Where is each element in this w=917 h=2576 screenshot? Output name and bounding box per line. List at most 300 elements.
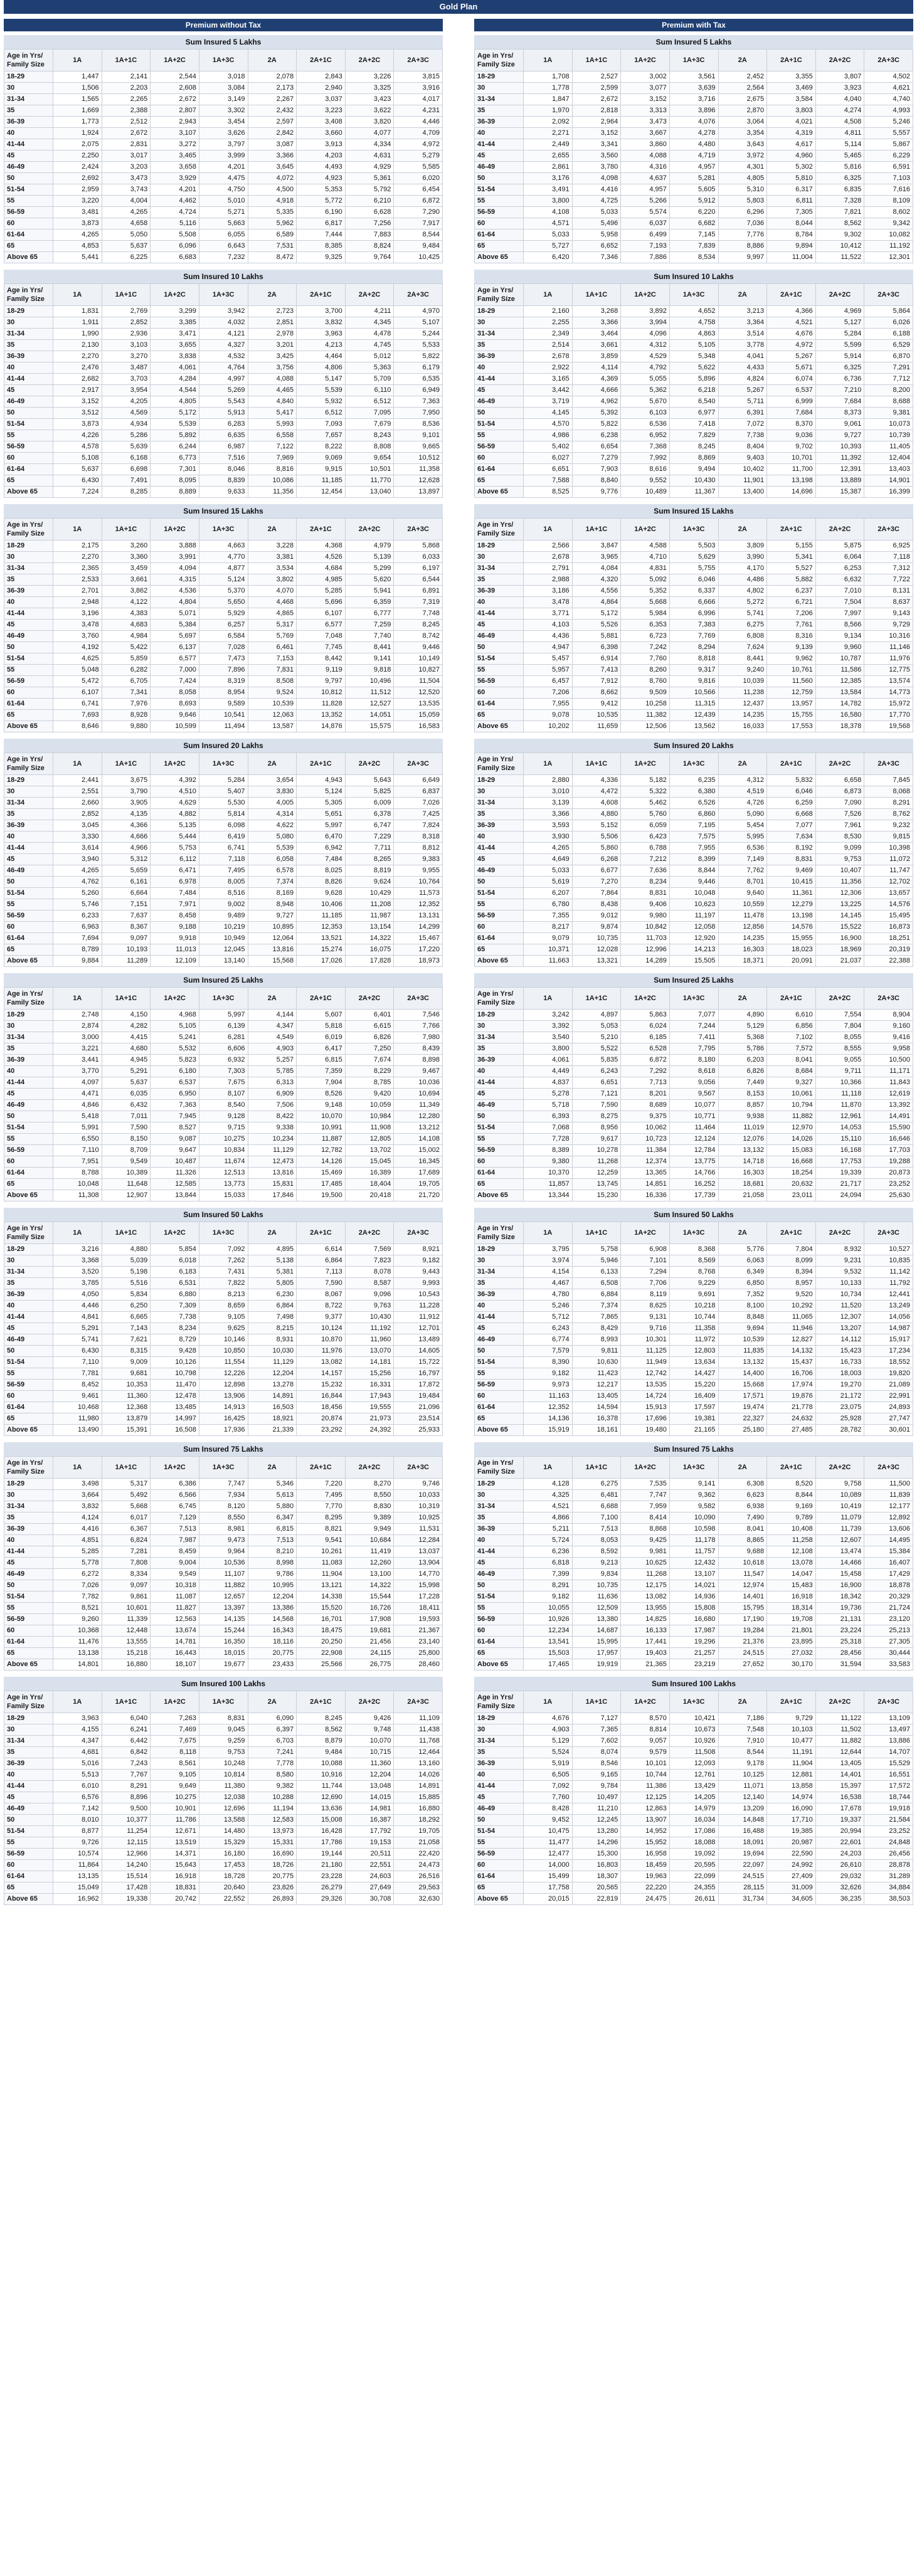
premium-cell: 3,756: [248, 362, 297, 374]
premium-cell: 4,265: [102, 207, 151, 218]
age-band-cell: 41-44: [4, 1312, 53, 1323]
premium-cell: 14,015: [345, 1792, 394, 1803]
premium-cell: 9,055: [815, 1055, 864, 1066]
premium-cell: 4,556: [572, 586, 621, 597]
table-row: [4, 1871, 443, 1882]
premium-cell: 9,425: [621, 1535, 670, 1546]
premium-cell: 4,366: [767, 306, 816, 317]
premium-cell: 1,506: [53, 83, 102, 94]
premium-cell: 4,792: [621, 362, 670, 374]
premium-cell: 7,513: [248, 1535, 297, 1546]
premium-cell: 27,032: [767, 1648, 816, 1659]
age-band-cell: 56-59: [4, 676, 53, 687]
premium-cell: 6,325: [815, 173, 864, 184]
premium-cell: 7,142: [53, 1803, 102, 1815]
premium-cell: 15,885: [394, 1792, 443, 1803]
premium-cell: 3,341: [572, 139, 621, 150]
premium-cell: 7,569: [345, 1244, 394, 1255]
table-row: [4, 1546, 443, 1558]
premium-cell: 10,489: [621, 487, 670, 498]
premium-block: [4, 1677, 443, 1905]
premium-cell: 5,124: [297, 786, 346, 798]
premium-cell: 3,481: [53, 207, 102, 218]
premium-cell: 11,289: [102, 956, 151, 967]
premium-cell: 3,360: [102, 552, 151, 563]
premium-cell: 6,268: [572, 854, 621, 865]
table-row: [475, 139, 913, 150]
premium-cell: 5,670: [621, 396, 670, 408]
table-row: [475, 1713, 913, 1724]
premium-cell: 5,506: [572, 831, 621, 843]
premium-cell: 4,478: [345, 329, 394, 340]
table-row: [475, 1156, 913, 1168]
premium-cell: 4,903: [248, 1043, 297, 1055]
premium-cell: 5,299: [345, 563, 394, 574]
age-band-cell: 45: [475, 385, 524, 396]
age-band-cell: 46-49: [475, 865, 524, 877]
age-band-cell: 56-59: [475, 1380, 524, 1391]
premium-cell: 3,498: [53, 1479, 102, 1490]
premium-cell: 6,024: [621, 1021, 670, 1032]
premium-cell: 8,819: [345, 865, 394, 877]
premium-cell: 4,666: [572, 385, 621, 396]
column-header: 1A+1C: [572, 988, 621, 1010]
premium-cell: 5,557: [864, 128, 913, 139]
premium-cell: 21,058: [394, 1837, 443, 1849]
premium-cell: 7,424: [151, 676, 199, 687]
column-header: 2A: [718, 1691, 767, 1713]
premium-cell: 4,416: [572, 184, 621, 196]
table-row: [475, 1524, 913, 1535]
premium-cell: 3,478: [524, 597, 573, 608]
premium-cell: 3,471: [151, 329, 199, 340]
premium-cell: 11,315: [669, 699, 718, 710]
premium-cell: 5,053: [572, 1021, 621, 1032]
premium-cell: 12,690: [297, 1792, 346, 1803]
premium-cell: 14,696: [767, 487, 816, 498]
premium-cell: 5,776: [718, 1244, 767, 1255]
premium-cell: 5,668: [621, 597, 670, 608]
premium-cell: 25,800: [394, 1648, 443, 1659]
column-header: 1A+1C: [102, 284, 151, 306]
column-header: 1A+2C: [621, 519, 670, 541]
age-band-cell: 60: [475, 1156, 524, 1168]
age-band-cell: 41-44: [4, 1546, 53, 1558]
premium-cell: 11,083: [297, 1558, 346, 1569]
premium-cell: 7,244: [669, 1021, 718, 1032]
premium-cell: 7,290: [394, 207, 443, 218]
premium-cell: 13,906: [199, 1391, 248, 1402]
premium-cell: 15,423: [815, 1346, 864, 1357]
premium-cell: 6,654: [572, 441, 621, 453]
premium-cell: 23,433: [248, 1659, 297, 1671]
premium-cell: 11,770: [345, 475, 394, 487]
table-row: [4, 1490, 443, 1501]
premium-cell: 7,590: [297, 1278, 346, 1289]
premium-cell: 6,237: [767, 586, 816, 597]
table-row: [4, 1346, 443, 1357]
table-row: [4, 597, 443, 608]
table-row: [475, 642, 913, 653]
premium-cell: 6,815: [248, 1524, 297, 1535]
premium-cell: 5,285: [53, 1546, 102, 1558]
premium-cell: 11,356: [248, 487, 297, 498]
premium-cell: 5,835: [572, 1055, 621, 1066]
premium-cell: 10,625: [621, 1558, 670, 1569]
age-band-cell: 60: [475, 1625, 524, 1637]
premium-cell: 9,061: [815, 419, 864, 430]
premium-cell: 5,418: [53, 1111, 102, 1122]
age-band-cell: 36-39: [4, 351, 53, 362]
premium-cell: 10,598: [669, 1524, 718, 1535]
premium-cell: 7,804: [815, 1021, 864, 1032]
premium-cell: 10,501: [345, 464, 394, 475]
premium-cell: 31,734: [718, 1894, 767, 1905]
premium-cell: 9,169: [767, 1501, 816, 1512]
premium-cell: 4,475: [199, 173, 248, 184]
premium-cell: 1,669: [53, 105, 102, 117]
premium-cell: 10,771: [669, 1111, 718, 1122]
premium-cell: 16,075: [345, 944, 394, 956]
table-row: [4, 944, 443, 956]
premium-cell: 7,740: [345, 631, 394, 642]
table-row: [475, 362, 913, 374]
table-row: [475, 1043, 913, 1055]
age-band-cell: 40: [475, 128, 524, 139]
premium-cell: 17,026: [297, 956, 346, 967]
premium-cell: 6,614: [297, 1244, 346, 1255]
premium-cell: 6,666: [669, 597, 718, 608]
premium-cell: 10,146: [199, 1334, 248, 1346]
premium-cell: 15,668: [718, 1380, 767, 1391]
premium-cell: 13,352: [297, 710, 346, 721]
premium-cell: 16,583: [394, 721, 443, 732]
premium-cell: 5,875: [815, 541, 864, 552]
age-band-cell: 45: [475, 620, 524, 631]
premium-cell: 8,441: [718, 653, 767, 665]
premium-cell: 17,872: [394, 1380, 443, 1391]
premium-cell: 8,294: [669, 642, 718, 653]
premium-cell: 3,272: [151, 139, 199, 150]
age-band-cell: 50: [4, 1580, 53, 1592]
premium-cell: 14,322: [345, 1580, 394, 1592]
premium-cell: 10,949: [199, 933, 248, 944]
premium-cell: 15,331: [248, 1837, 297, 1849]
premium-cell: 5,805: [248, 1278, 297, 1289]
premium-cell: 4,471: [53, 1089, 102, 1100]
premium-cell: 11,703: [621, 933, 670, 944]
table-row: [4, 574, 443, 586]
premium-cell: 4,231: [394, 105, 443, 117]
column-header: 1A+2C: [621, 50, 670, 71]
premium-cell: 4,072: [248, 173, 297, 184]
premium-cell: 12,759: [767, 687, 816, 699]
premium-cell: 5,260: [53, 888, 102, 899]
premium-cell: 18,459: [621, 1860, 670, 1871]
premium-cell: 9,797: [297, 676, 346, 687]
age-band-cell: 30: [4, 786, 53, 798]
premium-cell: 12,064: [248, 933, 297, 944]
premium-cell: 13,321: [572, 956, 621, 967]
premium-cell: 26,893: [248, 1894, 297, 1905]
premium-cell: 6,535: [394, 374, 443, 385]
premium-cell: 10,787: [815, 653, 864, 665]
age-band-cell: 55: [475, 1134, 524, 1145]
premium-cell: 15,568: [248, 956, 297, 967]
premium-cell: 6,860: [669, 809, 718, 820]
premium-cell: 22,220: [621, 1882, 670, 1894]
table-row: [475, 786, 913, 798]
premium-cell: 3,260: [102, 541, 151, 552]
premium-cell: 11,129: [248, 1145, 297, 1156]
table-row: [4, 173, 443, 184]
table-row: [4, 1592, 443, 1603]
premium-cell: 7,782: [53, 1592, 102, 1603]
column-header: 2A+2C: [815, 988, 864, 1010]
premium-cell: 3,441: [53, 1055, 102, 1066]
premium-cell: 6,505: [524, 1770, 573, 1781]
premium-cell: 3,045: [53, 820, 102, 831]
table-header-row: [475, 988, 913, 1010]
premium-cell: 3,103: [102, 340, 151, 351]
premium-cell: 4,392: [151, 775, 199, 786]
premium-cell: 11,208: [345, 899, 394, 911]
premium-cell: 11,586: [815, 665, 864, 676]
premium-cell: 7,363: [151, 1100, 199, 1111]
premium-cell: 12,701: [394, 1323, 443, 1334]
premium-cell: 6,133: [572, 1267, 621, 1278]
premium-cell: 10,599: [151, 721, 199, 732]
premium-cell: 2,874: [53, 1021, 102, 1032]
premium-cell: 13,403: [864, 464, 913, 475]
premium-cell: 7,090: [815, 798, 864, 809]
age-band-cell: 61-64: [4, 1871, 53, 1882]
age-band-cell: 60: [4, 1625, 53, 1637]
premium-cell: 11,882: [199, 1580, 248, 1592]
premium-cell: 3,149: [199, 94, 248, 105]
premium-cell: 2,678: [524, 351, 573, 362]
premium-cell: 6,442: [102, 1736, 151, 1747]
premium-cell: 7,575: [669, 831, 718, 843]
age-band-cell: 50: [475, 173, 524, 184]
column-header: 2A+2C: [345, 284, 394, 306]
premium-cell: 6,317: [767, 184, 816, 196]
table-row: [475, 351, 913, 362]
premium-cell: 7,110: [53, 1145, 102, 1156]
premium-cell: 3,368: [53, 1255, 102, 1267]
premium-cell: 3,017: [102, 150, 151, 162]
premium-cell: 6,423: [621, 831, 670, 843]
premium-cell: 17,453: [199, 1860, 248, 1871]
premium-cell: 9,165: [572, 1770, 621, 1781]
premium-cell: 13,657: [864, 888, 913, 899]
premium-cell: 7,992: [621, 453, 670, 464]
premium-cell: 8,956: [572, 1122, 621, 1134]
premium-cell: 13,365: [621, 1168, 670, 1179]
column-header: 2A+3C: [394, 50, 443, 71]
premium-cell: 2,173: [248, 83, 297, 94]
age-band-cell: Above 65: [475, 1425, 524, 1436]
premium-cell: 5,962: [248, 218, 297, 230]
age-band-cell: 51-54: [475, 1122, 524, 1134]
premium-cell: 9,541: [297, 1535, 346, 1546]
premium-cell: 12,439: [669, 710, 718, 721]
premium-cell: 10,536: [199, 1558, 248, 1569]
premium-cell: 18,292: [394, 1815, 443, 1826]
table-row: [4, 317, 443, 329]
table-row: [475, 1747, 913, 1758]
premium-cell: 3,913: [297, 139, 346, 150]
premium-cell: 6,233: [53, 911, 102, 922]
table-row: [4, 1089, 443, 1100]
table-row: [4, 1535, 443, 1546]
premium-cell: 9,567: [669, 1089, 718, 1100]
premium-cell: 9,654: [345, 453, 394, 464]
premium-cell: 5,650: [199, 597, 248, 608]
premium-cell: 2,831: [102, 139, 151, 150]
premium-cell: 4,070: [248, 586, 297, 597]
premium-cell: 4,336: [572, 775, 621, 786]
premium-cell: 5,613: [248, 1490, 297, 1501]
column-header: 2A: [718, 50, 767, 71]
premium-cell: 14,289: [621, 956, 670, 967]
premium-cell: 14,913: [199, 1402, 248, 1413]
premium-cell: 11,004: [767, 252, 816, 263]
premium-cell: 10,539: [718, 1334, 767, 1346]
premium-cell: 10,368: [53, 1625, 102, 1637]
age-band-cell: 61-64: [475, 464, 524, 475]
premium-cell: 9,962: [767, 653, 816, 665]
premium-cell: 4,709: [394, 128, 443, 139]
premium-cell: 14,770: [394, 1569, 443, 1580]
column-header: 2A+2C: [815, 1691, 864, 1713]
premium-cell: 4,724: [151, 207, 199, 218]
premium-cell: 4,846: [53, 1100, 102, 1111]
premium-cell: 15,083: [767, 1145, 816, 1156]
column-header: 2A+2C: [345, 1457, 394, 1479]
table-header-row: [475, 50, 913, 71]
premium-cell: 18,161: [572, 1425, 621, 1436]
premium-cell: 5,284: [199, 775, 248, 786]
premium-cell: 4,061: [524, 1055, 573, 1066]
premium-cell: 14,891: [248, 1391, 297, 1402]
premium-cell: 5,932: [297, 396, 346, 408]
premium-cell: 4,758: [669, 317, 718, 329]
premium-cell: 6,275: [718, 620, 767, 631]
column-header: 2A: [718, 284, 767, 306]
premium-cell: 3,622: [345, 105, 394, 117]
premium-cell: 14,936: [669, 1592, 718, 1603]
premium-cell: 6,391: [718, 408, 767, 419]
age-band-cell: 31-34: [4, 563, 53, 574]
premium-cell: 5,539: [297, 385, 346, 396]
premium-cell: 9,715: [199, 1122, 248, 1134]
premium-cell: 4,368: [297, 541, 346, 552]
table-row: [475, 385, 913, 396]
column-header: 2A+2C: [345, 988, 394, 1010]
premium-cell: 10,926: [524, 1614, 573, 1625]
premium-cell: 3,963: [297, 329, 346, 340]
column-header: 2A+1C: [767, 50, 816, 71]
premium-cell: 3,873: [53, 218, 102, 230]
age-band-cell: 65: [475, 1179, 524, 1190]
age-band-cell: 65: [4, 710, 53, 721]
premium-cell: 24,392: [345, 1425, 394, 1436]
table-row: [4, 631, 443, 642]
premium-cell: 2,672: [151, 94, 199, 105]
premium-cell: 15,033: [199, 1190, 248, 1201]
premium-cell: 7,767: [102, 1770, 151, 1781]
premium-cell: 9,056: [669, 1077, 718, 1089]
premium-cell: 9,428: [151, 1346, 199, 1357]
premium-cell: 10,073: [864, 419, 913, 430]
premium-cell: 7,675: [199, 1077, 248, 1089]
table-row: [475, 1021, 913, 1032]
premium-cell: 2,250: [53, 150, 102, 162]
age-band-cell: 30: [475, 1490, 524, 1501]
premium-cell: 9,727: [815, 430, 864, 441]
premium-cell: 4,979: [345, 541, 394, 552]
premium-cell: 3,664: [53, 1490, 102, 1501]
premium-cell: 5,241: [151, 1032, 199, 1043]
age-band-cell: 51-54: [4, 184, 53, 196]
premium-cell: 6,610: [767, 1010, 816, 1021]
table-row: [475, 1490, 913, 1501]
premium-cell: 11,268: [621, 1569, 670, 1580]
premium-cell: 6,238: [572, 430, 621, 441]
premium-cell: 9,143: [864, 608, 913, 620]
table-row: [4, 441, 443, 453]
age-band-cell: Above 65: [4, 721, 53, 732]
age-band-cell: 30: [4, 1255, 53, 1267]
premium-cell: 4,529: [621, 351, 670, 362]
premium-cell: 4,837: [524, 1077, 573, 1089]
premium-cell: 6,558: [248, 430, 297, 441]
premium-cell: 5,257: [248, 1055, 297, 1066]
premium-cell: 25,630: [864, 1190, 913, 1201]
premium-cell: 18,116: [248, 1637, 297, 1648]
table-row: [475, 1815, 913, 1826]
table-row: [475, 1625, 913, 1637]
premium-cell: 8,544: [718, 1747, 767, 1758]
premium-cell: 15,469: [297, 1168, 346, 1179]
premium-cell: 6,046: [669, 574, 718, 586]
premium-cell: 3,760: [53, 631, 102, 642]
premium-cell: 10,412: [815, 241, 864, 252]
age-band-cell: 36-39: [475, 1055, 524, 1066]
premium-cell: 4,284: [151, 374, 199, 385]
table-row: [4, 888, 443, 899]
premium-cell: 4,021: [767, 117, 816, 128]
premium-cell: 9,918: [151, 933, 199, 944]
age-band-cell: 35: [4, 809, 53, 820]
premium-cell: 23,224: [815, 1625, 864, 1637]
premium-cell: 11,360: [345, 1758, 394, 1770]
age-band-cell: 35: [4, 574, 53, 586]
premium-cell: 2,441: [53, 775, 102, 786]
age-band-cell: 60: [4, 218, 53, 230]
premium-table: [4, 518, 443, 732]
age-band-cell: 30: [475, 1255, 524, 1267]
premium-cell: 10,761: [767, 665, 816, 676]
premium-cell: 6,430: [53, 1346, 102, 1357]
premium-cell: 6,683: [151, 252, 199, 263]
premium-cell: 26,610: [815, 1860, 864, 1871]
premium-cell: 9,665: [394, 441, 443, 453]
premium-cell: 24,473: [394, 1860, 443, 1871]
table-row: [475, 944, 913, 956]
premium-cell: 8,768: [669, 1267, 718, 1278]
